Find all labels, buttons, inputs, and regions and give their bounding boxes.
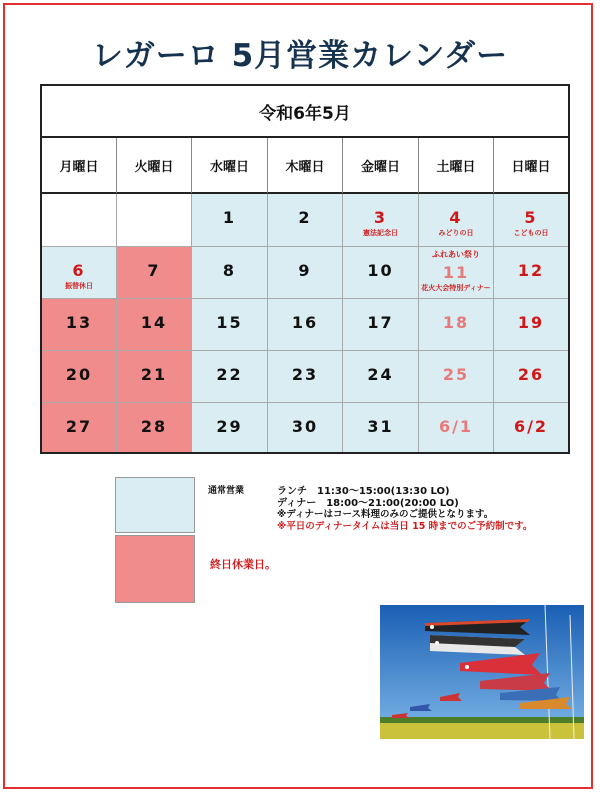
day-number: 13 [65,313,93,332]
legend-open-swatch [115,477,195,533]
calendar-day-cell [192,403,268,452]
calendar-day-cell [494,351,568,403]
weekday-header: 日曜日 [494,138,568,194]
day-number: 7 [147,261,161,280]
day-number: 27 [65,417,93,436]
dinner-hours: ディナー 18:00～21:00(20:00 LO) [277,498,459,509]
calendar-day-cell [419,351,494,403]
day-number: 15 [216,313,243,332]
calendar-day-cell [117,247,192,299]
calendar-day-cell [192,247,268,299]
calendar-day-cell [343,299,419,351]
calendar-day-cell [117,403,192,452]
holiday-name: こどもの日 [513,229,549,237]
weekday-header: 火曜日 [117,138,192,194]
holiday-name: 憲法記念日 [363,229,398,237]
calendar-day-cell [494,299,568,351]
day-number: 12 [517,261,545,280]
calendar-day-cell [494,247,568,299]
calendar-day-cell [42,247,117,299]
day-number: 2 [298,208,312,227]
legend-closed-swatch [115,535,195,603]
calendar-day-cell [268,299,343,351]
legend-closed-label: 終日休業日。 [210,558,276,571]
day-number: 10 [367,261,394,280]
day-number: 16 [291,313,319,332]
calendar-day-cell [192,299,268,351]
day-number: 3 [373,208,388,227]
day-number: 5 [524,208,538,227]
calendar-day-cell [42,299,117,351]
calendar-day-cell [42,351,117,403]
calendar-day-cell [419,299,494,351]
day-number: 24 [367,365,394,384]
day-number: 6/1 [438,417,474,436]
day-number: 1 [222,208,237,227]
day-number: 11 [442,263,470,282]
holiday-name: 振替休日 [65,282,93,290]
day-number: 14 [140,313,168,332]
legend-open-label: 通常営業 [208,486,245,496]
calendar-day-cell [494,403,568,452]
calendar-day-cell [419,403,494,452]
day-number: 6/2 [513,417,549,436]
special-dinner-note: 花火大会特別ディナー [421,284,491,292]
calendar-day-cell [117,351,192,403]
weekday-header: 木曜日 [268,138,343,194]
calendar-day-cell [42,403,117,452]
reservation-note: ※平日のディナータイムは当日 15 時までのご予約制です。 [277,521,533,532]
day-number: 20 [65,365,93,384]
calendar-day-cell [268,247,343,299]
day-number: 25 [442,365,470,384]
day-number: 8 [222,261,237,280]
day-number: 19 [517,313,545,332]
calendar-day-cell [117,299,192,351]
day-event-note: ふれあい祭り [432,250,480,259]
day-number: 31 [367,417,394,436]
holiday-name: みどりの日 [438,229,474,237]
month-label: 令和6年5月 [42,86,568,138]
calendar-day-cell [268,351,343,403]
calendar-day-cell [268,194,343,247]
calendar-day-cell [494,194,568,247]
calendar-day-cell [192,194,268,247]
day-number: 6 [72,261,86,280]
calendar-day-cell [343,351,419,403]
day-number: 26 [517,365,545,384]
weekday-header: 土曜日 [419,138,494,194]
calendar-day-cell [419,194,494,247]
weekday-header: 水曜日 [192,138,268,194]
calendar-day-cell [42,194,117,247]
page-title: レガーロ 5月営業カレンダー [91,38,509,74]
day-number: 28 [140,417,168,436]
weekday-header: 金曜日 [343,138,419,194]
lunch-hours: ランチ 11:30～15:00(13:30 LO) [277,486,450,497]
day-number: 22 [216,365,243,384]
calendar-day-cell [419,247,494,299]
day-number: 23 [291,365,319,384]
calendar [40,84,570,454]
day-number: 29 [216,417,243,436]
calendar-day-cell [192,351,268,403]
day-number: 4 [449,208,463,227]
day-number: 17 [367,313,394,332]
weekday-header: 月曜日 [42,138,117,194]
day-number: 18 [442,313,470,332]
koinobori-photo [380,605,584,739]
calendar-day-cell [343,194,419,247]
dinner-course-note: ※ディナーはコース料理のみのご提供となります。 [277,509,494,520]
calendar-day-cell [117,194,192,247]
calendar-day-cell [343,403,419,452]
day-number: 9 [298,261,312,280]
calendar-day-cell [268,403,343,452]
day-number: 21 [140,365,168,384]
day-number: 30 [291,417,319,436]
